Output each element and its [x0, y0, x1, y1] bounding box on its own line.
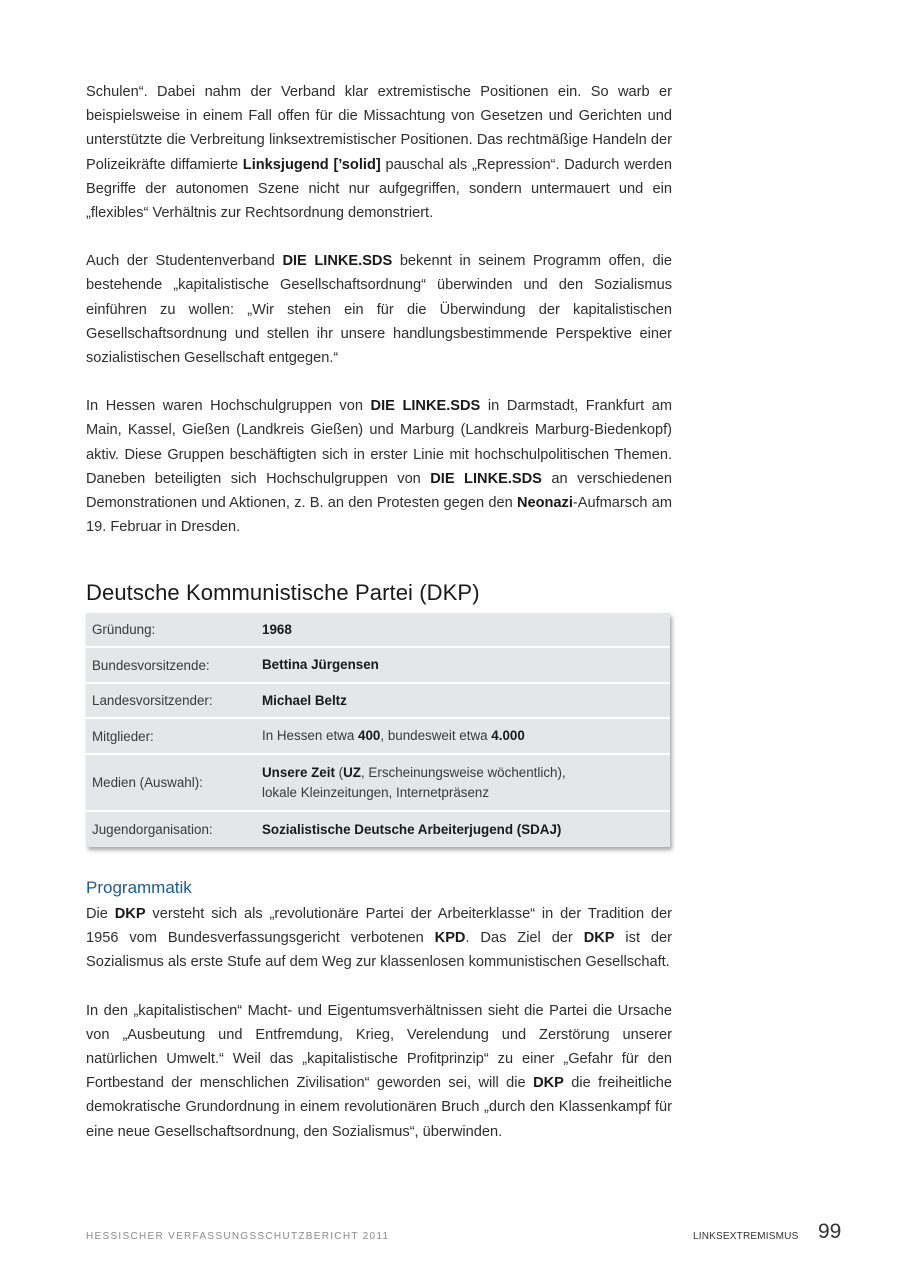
footer-publication: HESSISCHER VERFASSUNGSSCHUTZBERICHT 2011 — [86, 1231, 390, 1242]
bold-term: DIE LINKE.SDS — [430, 470, 542, 487]
subsection-title-programmatik: Programmatik — [86, 878, 192, 897]
bold-term: Bettina Jürgensen — [262, 657, 379, 672]
bold-term: DIE LINKE.SDS — [370, 398, 481, 415]
fact-row — [86, 648, 670, 684]
paragraph: In den „kapitalistischen“ Macht- und Eigentumsverhältnissen sieht die Partei die Ursache von „Ausbeutung und Entfremdung, Krieg, Verelendung und Zerstörung unserer natürlichen Umwelt.“ Weil das „kapitalistische Profitprinzip“ zu einer „Gefahr für den Fortbestand der menschlichen Zivilisation“ geworden sei, will die DKP die freiheitliche demokratische Grundordnung in einem revolutionären Bruch „durch den Klassenkampf für eine neue Gesellschaftsordnung, den Sozialismus“, überwinden. — [86, 1002, 672, 1140]
bold-term: 400 — [358, 728, 381, 743]
fact-value — [262, 655, 670, 675]
fact-value: Unsere Zeit (UZ, Erscheinungsweise wöchentlich), lokale Kleinzeitungen, Internetpräsenz — [262, 764, 566, 800]
fact-row — [86, 684, 670, 719]
body-text-top — [86, 80, 672, 539]
paragraph: Die DKP versteht sich als „revolutionäre Partei der Arbeiterklasse“ in der Tradition der 1956 vom Bundesverfassungsgericht verbotenen KPD. Das Ziel der DKP ist der Sozialismus als erste Stufe auf dem Weg zur klassenlosen kommunistischen Gesellschaft. — [86, 906, 673, 971]
fact-label: Bundesvorsitzende: — [92, 657, 210, 673]
fact-label: Landesvorsitzender: — [92, 693, 213, 708]
bold-term: 4.000 — [491, 728, 525, 743]
bold-term: KPD — [434, 930, 466, 947]
fact-value — [262, 691, 670, 711]
bold-term: Neonazi — [516, 495, 573, 512]
fact-label: Medien (Auswahl): — [92, 775, 203, 790]
fact-label: Gründung: — [92, 622, 156, 637]
fact-label: Mitglieder: — [92, 728, 154, 744]
fact-row — [86, 812, 670, 847]
bold-term: DKP — [114, 906, 146, 922]
fact-label: Jugendorganisation: — [92, 822, 213, 837]
fact-row — [86, 719, 670, 755]
paragraph: Auch der Studentenverband DIE LINKE.SDS bekennt in seinem Programm offen, die bestehende „kapitalistische Gesellschaftsordnung“ überwinden und den Sozialismus einführen zu wollen: „Wir stehen ein für die Überwindung der kapitalistischen Gesellschaftsordnung und stellen ihr unsere handlungsbestimmende Perspektive einer sozialistischen Gesellschaft entgegen.“ — [86, 253, 672, 367]
bold-term: DKP — [583, 930, 615, 947]
fact-value — [262, 820, 670, 840]
bold-term: Linksjugend [’solid] — [242, 156, 381, 173]
page-number: 99 — [818, 1220, 842, 1243]
fact-value: In Hessen etwa 400, bundesweit etwa 4.000 — [262, 728, 525, 743]
fact-row — [86, 613, 670, 648]
footer-chapter: LINKSEXTREMISMUS — [693, 1231, 799, 1242]
paragraph: Schulen“. Dabei nahm der Verband klar extremistische Positionen ein. So warb er beispielsweise in einem Fall offen für die Missachtung von Gesetzen und Gerichten und unterstützte die Verbreitung linksextremistischer Positionen. Das rechtmäßige Handeln der Polizeikräfte diffamierte Linksjugend [’solid] pauschal als „Repression“. Dadurch werden Begriffe der autonomen Szene nicht nur aufgegriffen, sondern untermauert und ein „flexibles“ Verhältnis zur Rechtsordnung demonstriert. — [86, 84, 672, 222]
fact-value — [262, 620, 670, 640]
bold-term: DIE LINKE.SDS — [282, 253, 393, 270]
fact-row — [86, 755, 670, 812]
section-title: Deutsche Kommunistische Partei (DKP) — [86, 580, 480, 605]
bold-term: Unsere Zeit — [262, 764, 335, 780]
paragraph: In Hessen waren Hochschulgruppen von DIE LINKE.SDS in Darmstadt, Frankfurt am Main, Kassel, Gießen (Landkreis Gießen) und Marburg (Landkreis Marburg-Biedenkopf) aktiv. Diese Gruppen beschäftigten sich in erster Linie mit hochschulpolitischen Themen. Daneben beteiligten sich Hochschulgruppen von DIE LINKE.SDS an verschiedenen Demonstrationen und Aktionen, z. B. an den Protesten gegen den Neonazi-Aufmarsch am 19. Februar in Dresden. — [86, 398, 673, 536]
fact-box — [86, 613, 670, 847]
bold-term: DKP — [533, 1075, 564, 1092]
programmatik-text — [86, 902, 672, 1144]
bold-term: 1968 — [262, 621, 292, 637]
bold-term: UZ — [343, 764, 361, 780]
bold-term: Sozialistische Deutsche Arbeiterjugend (SDAJ) — [262, 821, 562, 837]
bold-term: Michael Beltz — [262, 692, 347, 708]
